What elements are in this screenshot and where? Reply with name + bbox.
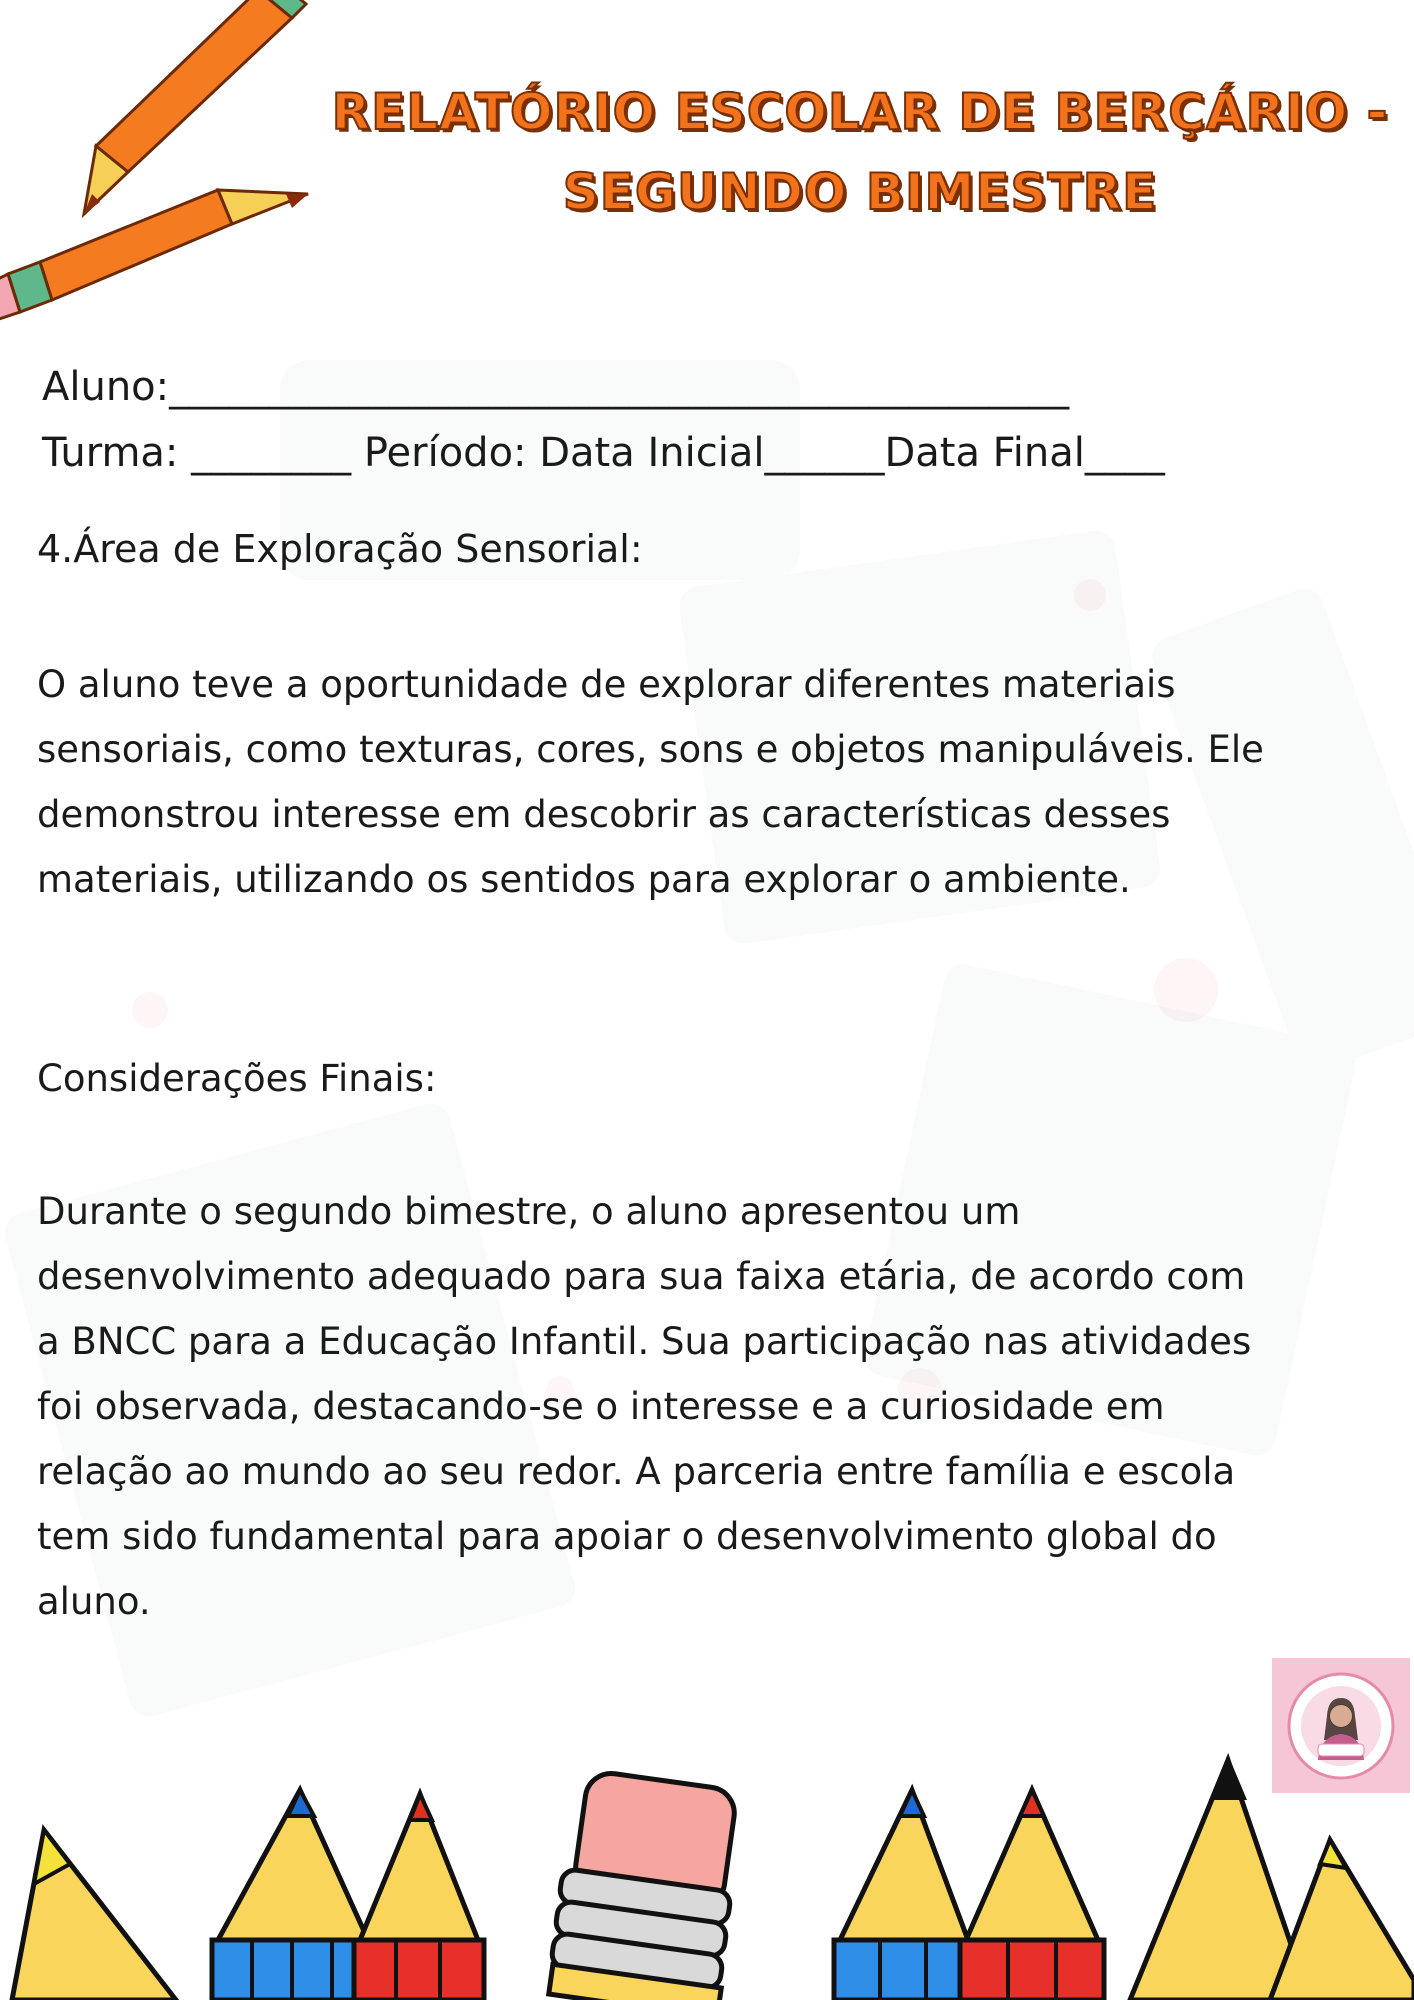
paragraph-line: demonstrou interesse em descobrir as características desses <box>37 793 1171 836</box>
paragraph-line: foi observada, destacando-se o interesse e a curiosidade em <box>37 1385 1165 1428</box>
paragraph-line: O aluno teve a oportunidade de explorar diferentes materiais <box>37 663 1176 706</box>
title-line-1: RELATÓRIO ESCOLAR DE BERÇÁRIO - <box>331 83 1389 141</box>
top-pencils-decoration <box>0 0 320 330</box>
pencil-icon <box>0 190 308 320</box>
pencil-icon <box>12 1830 176 2000</box>
paragraph-line: tem sido fundamental para apoiar o desenvolvimento global do <box>37 1515 1217 1558</box>
paragraph-line: materiais, utilizando os sentidos para explorar o ambiente. <box>37 858 1131 901</box>
paragraph-line: aluno. <box>37 1580 151 1623</box>
pencil-icon <box>834 1790 974 2000</box>
paragraph-line: Durante o segundo bimestre, o aluno apresentou um <box>37 1190 1021 1233</box>
paragraph-line: relação ao mundo ao seu redor. A parceria entre família e escola <box>37 1450 1236 1493</box>
section-4-paragraph <box>37 652 1407 912</box>
pencil-icon <box>960 1790 1104 2000</box>
final-considerations-paragraph <box>37 1179 1407 1634</box>
bottom-pencils-decoration <box>0 1740 1414 2000</box>
pencil-icon <box>212 1790 372 2000</box>
paragraph-line: sensoriais, como texturas, cores, sons e objetos manipuláveis. Ele <box>37 728 1264 771</box>
aluno-field: Aluno:_____________________________________________ <box>42 364 1070 410</box>
section-4-heading: 4.Área de Exploração Sensorial: <box>37 527 643 571</box>
final-considerations-heading: Considerações Finais: <box>37 1057 437 1100</box>
paragraph-line: desenvolvimento adequado para sua faixa etária, de acordo com <box>37 1255 1246 1298</box>
eraser-pencil-icon <box>549 1770 738 2000</box>
pencil-icon <box>354 1794 484 2000</box>
title-line-2: SEGUNDO BIMESTRE <box>562 163 1158 221</box>
pencil-icon <box>84 0 306 214</box>
page-title <box>300 72 1414 232</box>
turma-periodo-field: Turma: ________ Período: Data Inicial______Data Final____ <box>42 430 1165 476</box>
paragraph-line: a BNCC para a Educação Infantil. Sua participação nas atividades <box>37 1320 1252 1363</box>
pencil-icon <box>1270 1840 1414 2000</box>
